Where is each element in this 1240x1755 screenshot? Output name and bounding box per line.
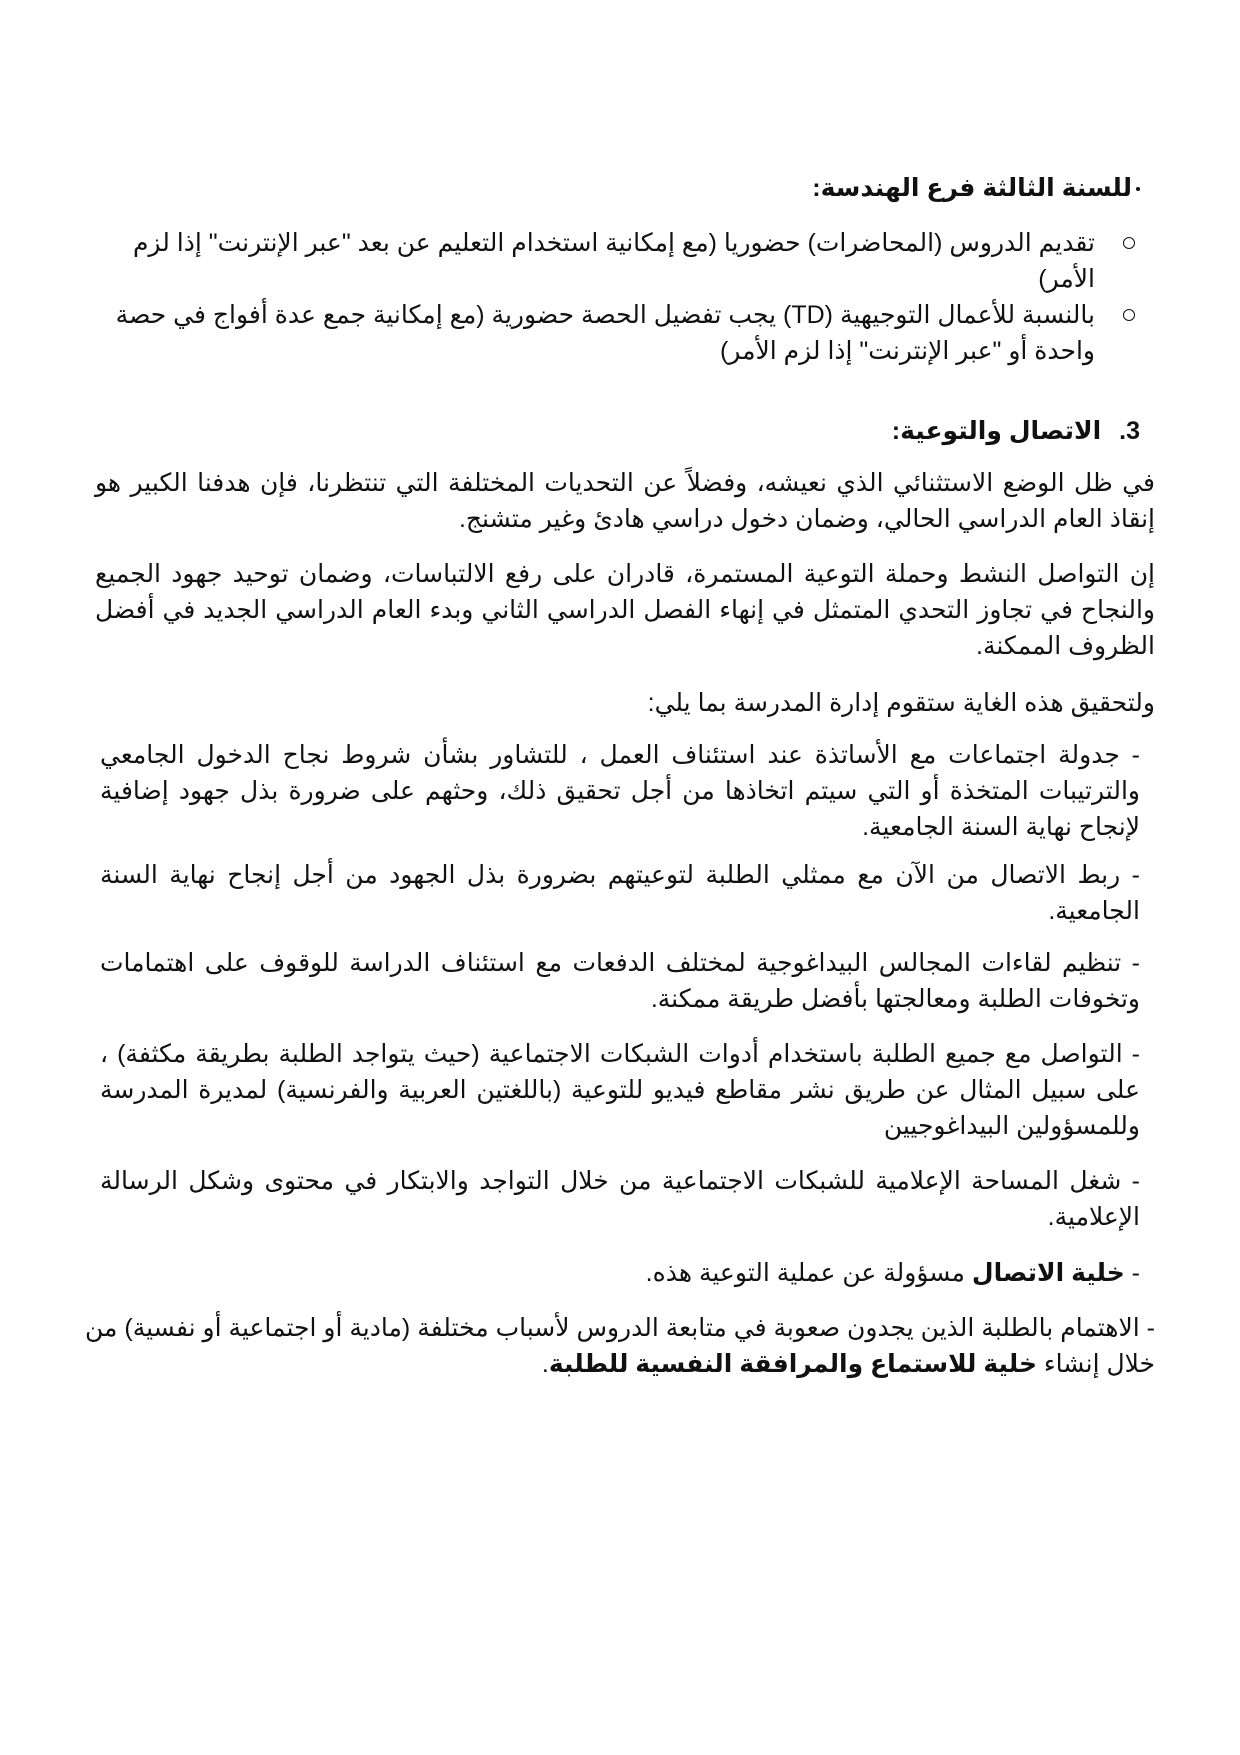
paragraph: - التواصل مع جميع الطلبة باستخدام أدوات الشبكات الاجتماعية (حيث يتواجد الطلبة بطريقة مكثفة) ، على سبيل المثال عن طريق نشر مقاطع فيديو للتوعية (باللغتين العربية والفرنسية) لمديرة المدرسة وللمسؤولين البيداغوجيين [100, 1040, 1140, 1140]
list-item: بالنسبة للأعمال التوجيهية (TD) يجب تفضيل الحصة حضورية (مع إمكانية جمع عدة أفواج في حصة واحدة أو "عبر الإنترنت" إذا لزم الأمر) [95, 297, 1140, 369]
paragraph: - جدولة اجتماعات مع الأساتذة عند استئناف العمل ، للتشاور بشأن شروط نجاح الدخول الجامعي والترتيبات المتخذة أو التي سيتم اتخاذها من أجل تحقيق ذلك، وحثهم على ضرورة بذل جهود إضافية لإنجاح نهاية السنة الجامعية. [100, 741, 1140, 841]
section3-heading: 3.الاتصال والتوعية: [891, 417, 1140, 445]
heading-dot-icon [1136, 187, 1140, 191]
paragraph: - تنظيم لقاءات المجالس البيداغوجية لمختلف الدفعات مع استئناف الدراسة للوقوف على اهتمامات وتخوفات الطلبة ومعالجتها بأفضل طريقة ممكنة. [100, 949, 1140, 1013]
paragraph: إن التواصل النشط وحملة التوعية المستمرة، قادران على رفع الالتباسات، وضمان توحيد جهود الجميع والنجاح في تجاوز التحدي المتمثل في إنهاء الفصل الدراسي الثاني وبدء العام الدراسي الجديد في أفضل الظروف الممكنة. [95, 560, 1155, 660]
cell-line: - خلية الاتصال مسؤولة عن عملية التوعية هذه. [645, 1259, 1140, 1287]
section-intro-heading: للسنة الثالثة فرع الهندسة: [812, 170, 1140, 206]
paragraph: - ربط الاتصال من الآن مع ممثلي الطلبة لتوعيتهم بضرورة بذل الجهود من أجل إنجاح نهاية السنة الجامعية. [100, 861, 1140, 925]
paragraph: ولتحقيق هذه الغاية ستقوم إدارة المدرسة بما يلي: [647, 689, 1155, 717]
paragraph: - شغل المساحة الإعلامية للشبكات الاجتماعية من خلال التواجد والابتكار في محتوى وشكل الرسالة الإعلامية. [100, 1167, 1140, 1231]
list-item: تقديم الدروس (المحاضرات) حضوريا (مع إمكانية استخدام التعليم عن بعد "عبر الإنترنت" إذا لزم الأمر) [95, 225, 1140, 297]
hollow-bullet-icon [1123, 309, 1135, 321]
hollow-bullet-icon [1123, 237, 1135, 249]
paragraph-last: - الاهتمام بالطلبة الذين يجدون صعوبة في متابعة الدروس لأسباب مختلفة (مادية أو اجتماعية أو نفسية) من خلال إنشاء خلية للاستماع والمرافقة النفسية للطلبة. [85, 1314, 1155, 1378]
paragraph: في ظل الوضع الاستثنائي الذي نعيشه، وفضلاً عن التحديات المختلفة التي تنتظرنا، فإن هدفنا الكبير هو إنقاذ العام الدراسي الحالي، وضمان دخول دراسي هادئ وغير متشنج. [95, 469, 1155, 533]
section-intro-list [95, 225, 1140, 369]
